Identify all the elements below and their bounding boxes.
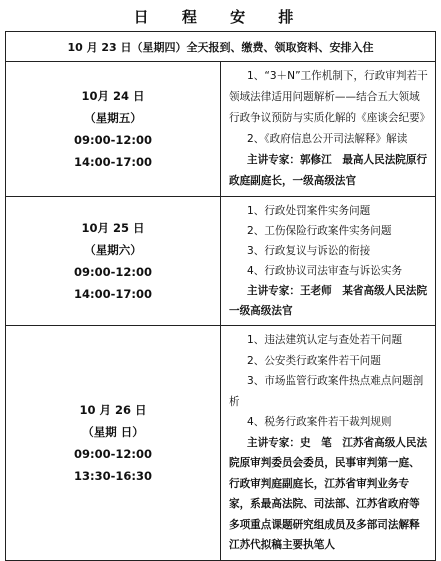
day4-item-1: 1、违法建筑认定与查处若干问题: [247, 334, 403, 346]
day2-time-pm: 14:00-17:00: [74, 155, 152, 169]
page-title: 日 程 安 排: [133, 8, 308, 26]
day1-arrival-text: 10 月 23 日（星期四）全天报到、缴费、领取资料、安排入住: [6, 32, 436, 62]
day2-weekday: （星期五）: [84, 111, 142, 125]
day2-item-1: 1、“3＋N”工作机制下，行政审判若干领域法律适用问题解析——结合五大领域行政争议预防与实质化解的《座谈会纪要》: [229, 70, 431, 124]
day4-expert: 主讲专家：史 笔 江苏省高级人民法院原审判委员会委员，民事审判第一庭、行政审判庭副庭长，江苏省审判业务专家，系最高法院、司法部、江苏省政府等多项重点课题研究组成员及多部司法解释江苏代拟稿主要执笔人: [229, 436, 428, 551]
day3-weekday: （星期六）: [84, 243, 142, 257]
schedule-row-day1: [6, 32, 436, 62]
day3-item-4: 4、行政协议司法审查与诉讼实务: [247, 265, 403, 277]
day3-date: 10月 25 日: [81, 221, 145, 235]
day2-item-2: 2、《政府信息公开司法解释》解读: [247, 133, 408, 145]
schedule-table: [5, 31, 436, 561]
day4-time-pm: 13:30-16:30: [74, 468, 152, 483]
day4-item-4: 4、税务行政案件若干裁判规则: [247, 416, 392, 428]
day3-item-2: 2、工伤保险行政案件实务问题: [247, 225, 392, 237]
day4-time-am: 09:00-12:00: [74, 446, 152, 461]
day4-item-3: 3、市场监管行政案件热点难点问题剖析: [229, 375, 424, 408]
day4-item-2: 2、公安类行政案件若干问题: [247, 354, 381, 367]
day3-item-1: 1、行政处罚案件实务问题: [247, 205, 371, 217]
day4-date-cell: [6, 326, 221, 561]
schedule-row-day4: [6, 326, 436, 561]
day3-expert: 主讲专家：王老师 某省高级人民法院一级高级法官: [229, 285, 428, 317]
day4-content-cell: [221, 326, 436, 561]
day4-date: 10 月 26 日: [79, 402, 147, 417]
day2-time-am: 09:00-12:00: [74, 133, 152, 147]
day4-weekday: （星期 日）: [82, 424, 144, 439]
day2-date: 10月 24 日: [81, 89, 145, 103]
day3-date-cell: [6, 197, 221, 326]
day2-content-cell: [221, 62, 436, 197]
schedule-row-day2: [6, 62, 436, 197]
day3-item-3: 3、行政复议与诉讼的衔接: [247, 245, 371, 257]
day3-time-pm: 14:00-17:00: [74, 287, 152, 301]
day3-time-am: 09:00-12:00: [74, 265, 152, 279]
day3-content-cell: [221, 197, 436, 326]
schedule-row-day3: [6, 197, 436, 326]
day2-expert: 主讲专家：郭修江 最高人民法院原行政庭副庭长，一级高级法官: [229, 154, 428, 187]
day2-date-cell: [6, 62, 221, 197]
